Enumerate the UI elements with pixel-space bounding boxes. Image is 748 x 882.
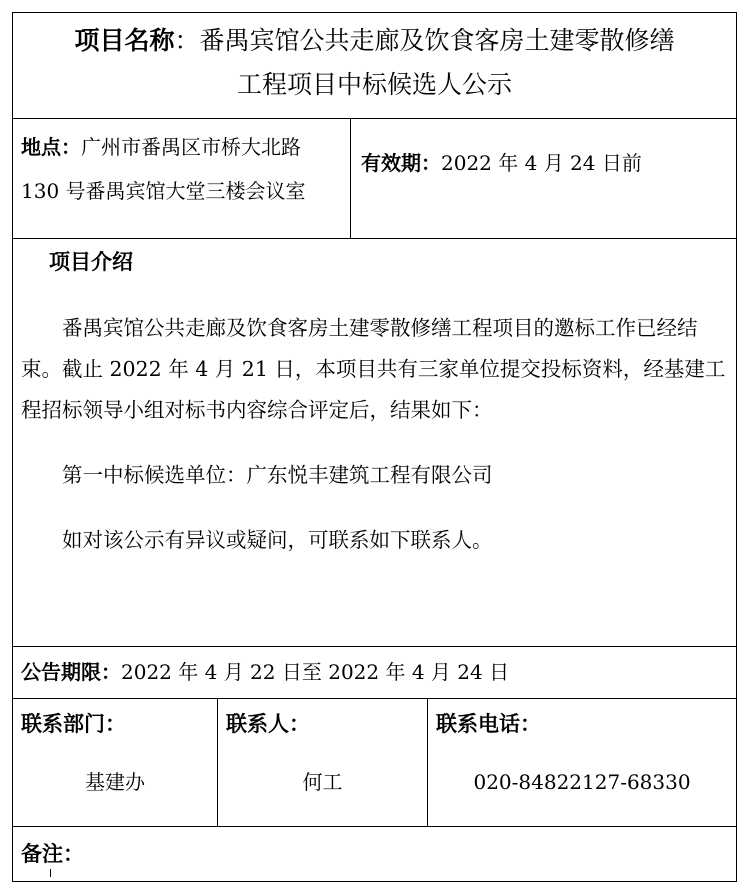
location-text2: 130 号番禺宾馆大堂三楼会议室 <box>21 179 306 203</box>
contact-department-label: 联系部门： <box>21 711 126 736</box>
period-value: 2022 年 4 月 22 日至 2022 年 4 月 24 日 <box>121 660 510 684</box>
contact-person-value: 何工 <box>302 770 343 794</box>
contact-department-value: 基建办 <box>85 770 145 794</box>
location-text1: 广州市番禺区市桥大北路 <box>81 135 301 159</box>
intro-paragraph-2: 第一中标候选单位：广东悦丰建筑工程有限公司 <box>62 463 493 487</box>
intro-cell <box>13 239 737 647</box>
project-name-label: 项目名称 <box>74 26 175 55</box>
contact-phone-value: 020-84822127-68330 <box>473 770 691 794</box>
contact-department-cell <box>13 699 218 827</box>
remark-cell <box>13 827 737 882</box>
page-edge-mark <box>50 869 51 877</box>
announcement-table <box>12 12 737 882</box>
contact-person-label: 联系人： <box>226 711 310 736</box>
validity-value: 2022 年 4 月 24 日前 <box>441 151 642 175</box>
period-cell <box>13 647 737 699</box>
validity-label: 有效期： <box>361 151 441 175</box>
location-label: 地点： <box>21 135 81 159</box>
intro-paragraph-3: 如对该公示有异议或疑问，可联系如下联系人。 <box>62 528 493 552</box>
intro-heading: 项目介绍 <box>49 249 133 274</box>
project-title-line1: 项目名称：番禺宾馆公共走廊及饮食客房土建零散修缮 <box>74 26 675 55</box>
contact-phone-cell <box>428 699 737 827</box>
project-name-text2: 工程项目中标候选人公示 <box>237 70 513 99</box>
intro-paragraph-1: 番禺宾馆公共走廊及饮食客房土建零散修缮工程项目的邀标工作已经结束。截止 2022 年 4 月 21 日，本项目共有三家单位提交投标资料，经基建工程招标领导小组对标书内容综合评定后，结果如下： <box>21 316 726 422</box>
contact-phone-label: 联系电话： <box>436 711 541 736</box>
validity-cell <box>351 119 737 239</box>
announcement-document <box>12 12 736 882</box>
project-name-text1: 番禺宾馆公共走廊及饮食客房土建零散修缮 <box>199 26 675 55</box>
location-cell <box>13 119 351 239</box>
period-label: 公告期限： <box>21 660 121 684</box>
project-title-cell <box>13 13 737 119</box>
contact-person-cell <box>218 699 428 827</box>
remark-label: 备注： <box>21 841 84 866</box>
